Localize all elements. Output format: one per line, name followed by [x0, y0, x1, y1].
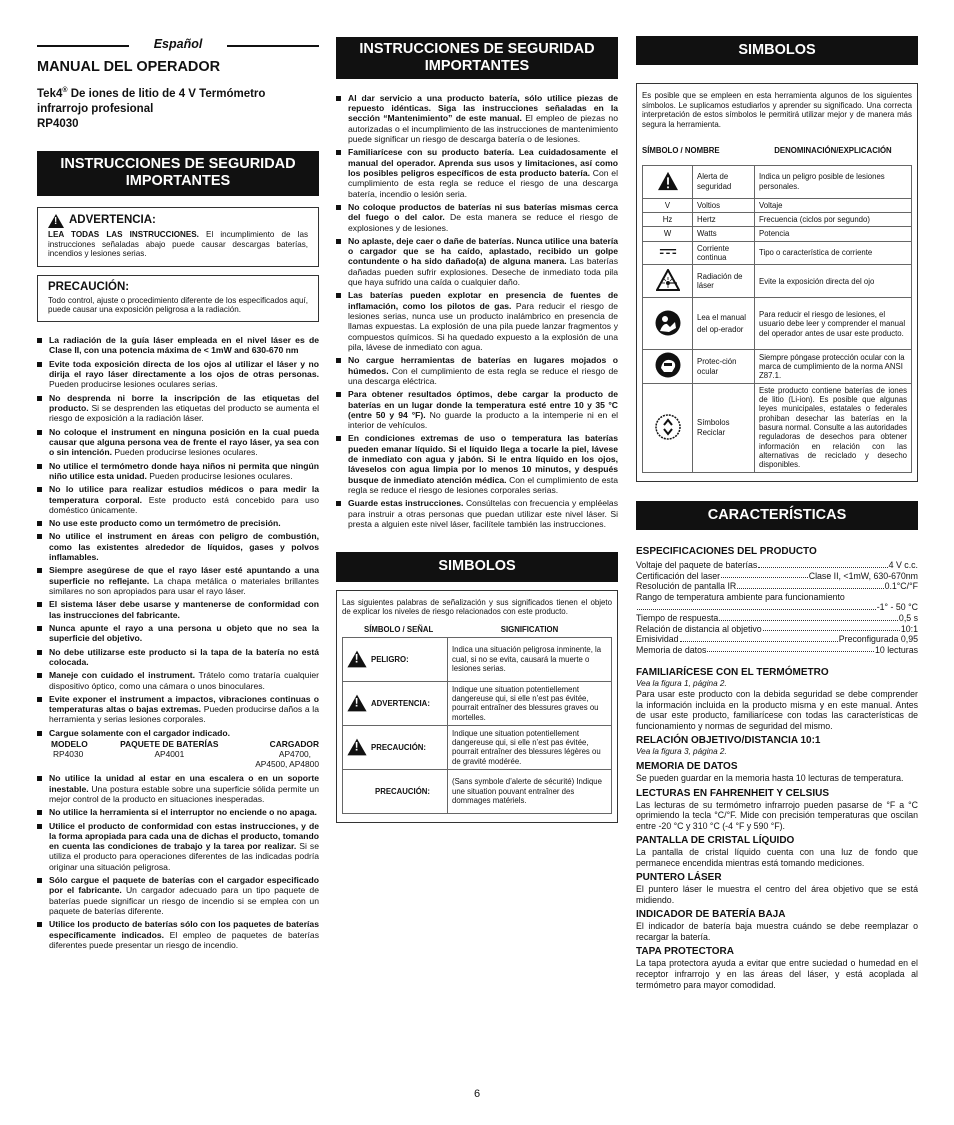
eye-protection-icon: [655, 371, 681, 380]
list-item-text: Con el cumplimiento de esta regla se reduce el riesgo de una descarga eléctrica.: [348, 365, 618, 386]
feature-sections: [636, 667, 918, 990]
list-item: [37, 919, 319, 950]
feature-text: Las lecturas de su termómetro infrarrojo pueden pasarse de °F a °C oprimiendo la tecla °C/°F. Mide con precisión temperaturas que oscilan entre -20 °C y 310 °C (-4 °F y 590 °F).: [636, 799, 918, 831]
symbol-letter: Hz: [662, 215, 673, 225]
spec-value: 10 lecturas: [874, 644, 918, 655]
signal-word-cell: [343, 681, 448, 725]
spec-value: Preconfigurada 0,95: [838, 634, 918, 645]
list-item-bold: No desprenda ni borre la inscripción de las etiquetas del producto.: [49, 392, 319, 413]
symbols-table: [642, 165, 912, 473]
feature-text: La pantalla de cristal líquido cuenta con una luz de fondo que permanece encendida mientras está tomando mediciones.: [636, 847, 918, 868]
list-item-bold: Evite exponer el instrument a impactos, vibraciones continuas o temperaturas altas o bajas extremas.: [49, 693, 319, 715]
list-item: [37, 670, 319, 691]
spec-value: 0.1°C/°F: [884, 581, 918, 592]
list-item: [37, 647, 319, 668]
symbol-cell: [643, 298, 693, 350]
list-item-text: Para reducir el riesgo de lesiones serias, nunca use un producto inalámbrico en presencia de llamas expuestas. La explosión de una pila puede lanzar fragmentos y compuestos químicos. Si ha quedado expuesto a la explosión de una pila, lávese de inmediato con agua.: [348, 300, 618, 352]
charger-cell-charger-2: AP4500, AP4800: [255, 759, 319, 770]
warning-triangle-icon: [657, 184, 679, 193]
charger-cell-battery: AP4001: [154, 749, 185, 760]
symbol-row: [643, 241, 912, 265]
symbol-row: [643, 383, 912, 472]
spec-row: [636, 602, 918, 613]
symbol-cell: [643, 383, 693, 472]
safety-list-middle: [336, 93, 618, 530]
signal-words-intro: Las siguientes palabras de señalización y sus significados tienen el objeto de explicar los niveles de riesgo relacionados con este producto.: [342, 597, 612, 617]
spec-title: ESPECIFICACIONES DEL PRODUCTO: [636, 546, 817, 558]
product-model: RP4030: [37, 118, 79, 131]
charger-cell-charger: AP4700,: [278, 749, 311, 760]
list-item-text: Consúltelas con frecuencia y empléelas para instruir a otras personas que puedan utilizar este nivel láser. Si presta a alguien este nivel láser, facilítele también las instrucciones.: [348, 498, 618, 529]
spec-label: Tiempo de respuesta: [636, 612, 719, 623]
symbol-row: [643, 165, 912, 198]
symbol-name: Protec-ción ocular: [693, 350, 755, 383]
symbol-cell: [643, 265, 693, 298]
list-item-bold: No utilice la herramienta si el interruptor no enciende o no apaga.: [49, 807, 317, 818]
feature-section: [636, 909, 918, 942]
list-item: [37, 623, 319, 644]
spec-label: Emisividad: [636, 634, 679, 645]
safety-heading-left: INSTRUCCIONES DE SEGURIDAD IMPORTANTES: [37, 151, 319, 196]
product-brand: Tek4: [37, 88, 63, 101]
charger-col-model: MODELO: [51, 739, 88, 750]
spec-value: 0,5 s: [898, 612, 918, 623]
list-item: [37, 565, 319, 596]
spec-row: [636, 645, 918, 656]
safety-list-left: [37, 335, 319, 738]
spec-value: -1° - 50 °C: [876, 602, 918, 613]
symbol-description: Este producto contiene baterías de iones de litio (Li-ion). Es posible que algunas leyes municipales, estatales o federales prohiban desechar las baterías en la basura normal. Consulte a las autoridades reguladoras de desechos para obtener información en relación con las alternativas de reciclado y desecho disponibles.: [755, 383, 912, 472]
list-item: [37, 694, 319, 725]
feature-text: Se pueden guardar en la memoria hasta 10 lecturas de temperatura.: [636, 773, 904, 784]
feature-section: [636, 788, 918, 832]
symbol-letter: W: [663, 229, 672, 239]
charger-table-header: [37, 739, 319, 749]
column-middle: [336, 0, 618, 823]
feature-title: TAPA PROTECTORA: [636, 946, 734, 958]
list-item-text: Un cargador adecuado para un tipo paquete de baterías puede significar un riesgo de incendio si se emplea con un paquete de baterías diferente.: [49, 885, 319, 917]
list-item-bold: La radiación de la guía láser empleada en el nivel láser es de Clase II, con una potencia máxima de < 1mW and 630-670 nm: [49, 335, 319, 356]
warning-triangle-icon: [347, 651, 366, 668]
list-item: [336, 93, 618, 145]
list-item: [37, 461, 319, 482]
list-item-bold: Utilice el producto de conformidad con estas instrucciones, y de la forma apropiada para cada una de dichas el producto, tomando en cuenta las condiciones de trabajo y la tarea por realizar.: [49, 820, 319, 852]
symbols-col-explanation: DENOMINACIÓN/EXPLICACIÓN: [774, 146, 892, 156]
spec-value: 10:1: [900, 623, 918, 634]
list-item-text: Pueden producirse daños a la herramienta y serias lesiones corporales.: [49, 704, 319, 725]
list-item-bold: No utilice el instrument en áreas con peligro de combustión, como las existentes alrededor de líquidos, gases y polvos inflamables.: [49, 531, 319, 563]
feature-title: PUNTERO LÁSER: [636, 872, 722, 884]
spec-label: Voltaje del paquete de baterías: [636, 560, 758, 571]
symbols-col-name: SÍMBOLO / NOMBRE: [642, 146, 720, 156]
charger-table: [37, 739, 319, 769]
signal-word: ADVERTENCIA:: [371, 698, 430, 708]
list-item-text: Pueden producirse lesiones oculares.: [112, 447, 258, 458]
charger-col-battery: PAQUETE DE BATERÍAS: [120, 739, 219, 750]
list-item-bold: Familiarícese con su producto batería. Lea cuidadosamente el manual del operador. Aprenda sus usos y limitaciones, así como los posibles peligros específicos de esta producto batería.: [348, 147, 618, 178]
spec-value: 4 V c.c.: [888, 560, 918, 571]
spec-row: [636, 624, 918, 635]
feature-text: El indicador de batería baja muestra cuándo se debe reemplazar o recargar la batería.: [636, 921, 918, 942]
list-item: [336, 498, 618, 529]
symbol-row: [643, 213, 912, 227]
list-item-text: Si se utiliza el producto para operaciones diferentes de las indicadas podría originar una situación peligrosa.: [49, 841, 319, 872]
registered-mark: ®: [62, 87, 68, 95]
list-item-bold: Siempre asegúrese de que el rayo láser esté apuntando a una superficie no reflejante.: [49, 565, 319, 586]
list-item: [37, 821, 319, 873]
symbol-description: Siempre póngase protección ocular con la marca de cumplimiento de la norma ANSI Z87.1.: [755, 350, 912, 383]
spec-label: Relación de distancia al objetivo: [636, 623, 762, 634]
signal-meaning: Indica una situación peligrosa inminente, la cual, si no se evita, causará la muerte o lesiones serias.: [448, 637, 612, 681]
language-label: Español: [37, 37, 319, 52]
laser-radiation-icon: [656, 284, 680, 293]
list-item-text: Con el cumplimiento de esta regla se reduce el riesgo de lesiones corporales serias.: [348, 474, 618, 496]
list-item-text: Si se desprenden las etiquetas del producto se aumenta el riesgo de exposición a la radiación láser.: [49, 403, 319, 424]
signal-meaning: Indique une situation potentiellement dangereuse qui, si elle n’est pas évitée, pourrait entraîner des blessures légères ou de gravité modérée.: [448, 725, 612, 769]
symbol-cell: [643, 350, 693, 383]
signal-words-table: [342, 637, 612, 814]
safety-list-left-2: [37, 773, 319, 950]
charger-cell-model: RP4030: [53, 749, 84, 760]
list-item-bold: No utilice el termómetro donde haya niños ni permita que ningún niño utilice esta unidad.: [49, 460, 319, 481]
column-right: [636, 0, 918, 990]
list-item-text: De esta manera se reduce el riesgo de explosiones y de lesiones.: [348, 212, 618, 233]
feature-section: [636, 735, 918, 757]
symbol-description: Frecuencia (ciclos por segundo): [755, 213, 912, 227]
list-item-bold: Sólo cargue el paquete de baterías con el cargador especificado por el fabricante.: [49, 875, 319, 896]
spec-list: [636, 560, 918, 655]
list-item-bold: No cargue herramientas de baterías en lugares mojados o húmedos.: [348, 355, 618, 376]
product-description: De iones de litio de 4 V Termómetro infrarrojo profesional: [37, 88, 266, 116]
symbol-description: Voltaje: [755, 198, 912, 212]
feature-section: [636, 946, 918, 990]
charger-col-charger: CARGADOR: [269, 739, 319, 750]
list-item: [37, 807, 319, 817]
spec-value: Clase II, <1mW, 630-670nm: [808, 570, 918, 581]
list-item-bold: No utilice la unidad al estar en una escalera o en un soporte inestable.: [49, 773, 319, 794]
list-item: [336, 202, 618, 233]
product-title: [37, 86, 319, 132]
list-item-text: Este producto está concebido para uso doméstico únicamente.: [49, 494, 319, 515]
signal-meaning: Indique une situation potentiellement dangereuse qui, si elle n’est pas évitée, pourrait entraîner des blessures graves ou mortelles.: [448, 681, 612, 725]
charger-table-row-2: [37, 759, 319, 769]
list-item-bold: No aplaste, deje caer o dañe de baterías. Nunca utilice una batería o cargador que se ha caído, aplastado, recibido un golpe contundente o ha sido dañado(a) de alguna manera.: [348, 235, 618, 267]
symbol-row: [643, 227, 912, 241]
symbol-row: [643, 298, 912, 350]
warning-triangle-icon: [347, 695, 366, 712]
symbol-cell: [643, 241, 693, 265]
list-item-bold: El sistema láser debe usarse y mantenerse de conformidad con las instrucciones del fabricante.: [49, 599, 319, 620]
list-item: [37, 393, 319, 424]
safety-heading-middle: INSTRUCCIONES DE SEGURIDAD IMPORTANTES: [336, 37, 618, 79]
symbol-name: Hertz: [693, 213, 755, 227]
manual-title: MANUAL DEL OPERADOR: [37, 59, 221, 75]
signal-word: PRECAUCIÓN:: [371, 742, 427, 752]
list-item-bold: No coloque productos de baterías ni sus baterías mismas cerca del fuego o del calor.: [348, 201, 618, 223]
signal-row: [343, 637, 612, 681]
list-item: [37, 335, 319, 356]
warning-title-row: [48, 214, 308, 228]
list-item-text: Pueden producirse lesiones oculares serias.: [49, 379, 218, 390]
symbol-cell: [643, 198, 693, 212]
list-item: [37, 427, 319, 458]
spec-label: Certificación del laser: [636, 570, 721, 581]
list-item-text: No guarde la producto a la intemperie ni en el interior de vehículos.: [348, 409, 619, 431]
list-item-bold: Utilice los producto de baterías sólo con los paquetes de baterías específicamente indicados.: [49, 919, 319, 940]
symbols-header: [642, 146, 912, 155]
feature-section: [636, 872, 918, 905]
column-left: [37, 0, 319, 953]
list-item-bold: No coloque el instrument en ninguna posición en la cual pueda causar que alguna persona vea de frente el rayo láser, ya sea con o sin intención.: [49, 426, 319, 458]
symbol-description: Potencia: [755, 227, 912, 241]
features-heading: CARACTERÍSTICAS: [636, 501, 918, 530]
list-item: [37, 484, 319, 515]
symbols-heading-right: SIMBOLOS: [636, 36, 918, 65]
symbol-name: Símbolos Reciclar: [693, 383, 755, 472]
caution-title: PRECAUCIÓN:: [48, 280, 130, 293]
feature-section: [636, 761, 918, 784]
list-item-text: Pueden producirse lesiones oculares.: [146, 470, 293, 481]
recycle-icon: [654, 434, 682, 443]
warning-text: [48, 230, 308, 259]
list-item: [336, 355, 618, 386]
list-item: [336, 236, 618, 288]
symbol-name: Corriente continua: [693, 241, 755, 265]
list-item-bold: Nunca apunte el rayo a una persona u objeto que no sea la superficie del objetivo.: [49, 622, 319, 644]
list-item-text: Trátelo como trataría cualquier dispositivo óptico, como una cámara o unos binoculares.: [49, 670, 319, 691]
list-item-bold: Maneje con cuidado el instrument.: [49, 670, 195, 681]
symbol-cell: [643, 165, 693, 198]
warning-title: ADVERTENCIA:: [69, 213, 156, 226]
list-item-text: El empleo de paquetes de baterías diferentes puede presentar un riesgo de incendio.: [49, 929, 319, 950]
signal-col-meaning: SIGNIFICATION: [500, 624, 559, 634]
list-item-bold: Las baterías pueden explotar en presencia de fuentes de inflamación, como los pilotos de gas.: [348, 290, 618, 311]
list-item: [37, 875, 319, 916]
feature-title: RELACIÓN OBJETIVO/DISTANCIA 10:1: [636, 735, 821, 747]
list-item: [37, 599, 319, 620]
list-item-text: Con el cumplimiento de esta regla se reduce el riesgo de una descarga batería, incendio o lesión seria.: [348, 167, 618, 199]
feature-text: Para usar este producto con la debida seguridad se debe comprender la información incluida en la producto misma y en este manual. Antes de usar este producto, familiarícese con todas las características de funcionamiento y normas de seguridad del mismo.: [636, 688, 918, 731]
symbol-description: Tipo o característica de corriente: [755, 241, 912, 265]
list-item-bold: Guarde estas instrucciones.: [348, 498, 464, 509]
symbol-letter: V: [664, 200, 671, 210]
feature-text: La tapa protectora ayuda a evitar que entre suciedad o humedad en el receptor infrarrojo y en las áreas del láser, y está acoplada al termómetro para mayor comodidad.: [636, 958, 918, 990]
page-number: 6: [473, 1088, 481, 1100]
warning-body: El incumplimiento de las instrucciones señaladas abajo puede causar descargas baterías, incendios y lesiones serias.: [48, 229, 308, 259]
signal-meaning: (Sans symbole d’alerte de sécurité) Indique une situation pouvant entraîner des dommages matériels.: [448, 769, 612, 813]
symbol-row: [643, 350, 912, 383]
list-item-text: El empleo de piezas no autorizadas o el incumplimiento de las instrucciones de mantenimiento puede significar un riesgo de descarga batería o de lesiones.: [348, 113, 618, 145]
spec-row: [636, 581, 918, 592]
symbol-description: Para reducir el riesgo de lesiones, el usuario debe leer y comprender el manual del operador antes de usar este producto.: [755, 298, 912, 350]
signal-word: PELIGRO:: [371, 654, 409, 664]
symbol-description: Evite la exposición directa del ojo: [755, 265, 912, 298]
symbols-intro: Es posible que se empleen en esta herramienta algunos de los siguientes símbolos. Le suplicamos estudiarlos y aprender su significado. Una correcta interpretación de estos símbolos le permitirá utilizar mejor y de manera más segura la herramienta.: [642, 91, 912, 129]
symbol-cell: [643, 227, 693, 241]
feature-title: FAMILIARÍCESE CON EL TERMÓMETRO: [636, 667, 829, 679]
symbol-name: Voltios: [693, 198, 755, 212]
list-item: [37, 359, 319, 390]
feature-text: El puntero láser le muestra el centro del área objetivo que se está midiendo.: [636, 884, 918, 905]
warning-box: [37, 207, 319, 267]
signal-row: [343, 725, 612, 769]
list-item: [37, 773, 319, 804]
read-manual-icon: [655, 329, 681, 338]
signal-word-cell: [343, 637, 448, 681]
list-item-text: La chapa metálica o materiales brillantes similares no son apropiados para usar el rayo láser.: [49, 575, 319, 596]
list-item: [37, 518, 319, 528]
signal-col-symbol: SÍMBOLO / SEÑAL: [364, 624, 434, 634]
symbol-cell: [643, 213, 693, 227]
caution-text: Todo control, ajuste o procedimiento diferente de los especificados aquí, puede causar una exposición peligrosa a la radiación.: [48, 295, 308, 315]
symbols-heading-middle: SIMBOLOS: [336, 552, 618, 581]
list-item: [336, 433, 618, 495]
symbol-row: [643, 198, 912, 212]
symbol-name: Lea el manual del op-erador: [693, 298, 755, 350]
spec-row: [636, 592, 918, 603]
spec-row: [636, 571, 918, 582]
list-item-bold: Al dar servicio a una producto batería, sólo utilice piezas de repuesto idénticas. Siga las instrucciones señaladas en la sección “Mantenimiento” de este manual.: [348, 92, 618, 124]
list-item: [336, 147, 618, 199]
spec-row: [636, 560, 918, 571]
signal-words-header: [342, 625, 612, 634]
signal-words-box: [336, 590, 618, 823]
feature-title: INDICADOR DE BATERÍA BAJA: [636, 909, 786, 921]
list-item-bold: No lo utilice para realizar estudios médicos o para medir la temperatura corporal.: [49, 484, 319, 505]
symbol-name: Alerta de seguridad: [693, 165, 755, 198]
signal-row: [343, 681, 612, 725]
spec-row: [636, 634, 918, 645]
list-item-bold: Cargue solamente con el cargador indicado.: [49, 727, 230, 738]
charger-table-row: [37, 749, 319, 759]
signal-word-cell: [343, 769, 448, 813]
symbol-row: [643, 265, 912, 298]
caution-box: [37, 275, 319, 322]
signal-row: [343, 769, 612, 813]
list-item-text: Una postura estable sobre una superficie sólida permite un mejor control de la producto en situaciones inesperadas.: [49, 783, 319, 804]
spec-label: Resolución de pantalla IR: [636, 581, 737, 592]
signal-word: PRECAUCIÓN:: [375, 786, 431, 796]
symbol-description: Indica un peligro posible de lesiones personales.: [755, 165, 912, 198]
symbol-name: Radiación de láser: [693, 265, 755, 298]
list-item: [336, 389, 618, 430]
feature-section: [636, 667, 918, 731]
feature-title: LECTURAS EN FAHRENHEIT Y CELSIUS: [636, 787, 829, 799]
symbol-name: Watts: [693, 227, 755, 241]
warning-triangle-icon: [347, 739, 366, 756]
list-item-text: Las baterías dañadas pueden sufrir explosiones. Deseche de inmediato toda pila que haya sufrido una caída o cualquier daño.: [348, 256, 618, 288]
list-item-bold: No use este producto como un termómetro de precisión.: [49, 518, 281, 529]
list-item-bold: Evite toda exposición directa de los ojos al utilizar el láser y no dirija el rayo láser directamente a los ojos de otras personas.: [49, 358, 319, 380]
feature-section: [636, 835, 918, 868]
list-item-bold: Para obtener resultados óptimos, debe cargar la producto de baterías en un lugar donde la temperatura esté entre 10 y 35 °C (entre 50 y 94 °F).: [348, 389, 618, 420]
list-item-bold: En condiciones extremas de uso o temperatura las baterías pueden emanar líquido. Si el líquido llega a tocarle la piel, lávese de inmediato con agua y jabón. Si le entra líquido en los ojos, láveselos con agua limpia por lo menos 10 minutos, y después busque de inmediato atención médica.: [348, 433, 618, 485]
signal-word-cell: [343, 725, 448, 769]
spec-row: [636, 613, 918, 624]
list-item: [336, 290, 618, 352]
feature-title: PANTALLA DE CRISTAL LÍQUIDO: [636, 835, 795, 847]
feature-figure-ref: Vea la figura 3, página 2.: [636, 747, 727, 757]
warning-bold: LEA TODAS LAS INSTRUCCIONES.: [48, 229, 199, 239]
list-item: [37, 531, 319, 562]
symbols-box: [636, 83, 918, 481]
list-item-bold: No debe utilizarse este producto si la tapa de la batería no está colocada.: [49, 646, 319, 667]
warning-triangle-icon: [48, 214, 64, 228]
spec-label: Rango de temperatura ambiente para funcionamiento: [636, 591, 845, 602]
feature-figure-ref: Vea la figura 1, página 2.: [636, 679, 727, 689]
feature-title: MEMORIA DE DATOS: [636, 761, 738, 773]
list-item: [37, 728, 319, 738]
spec-label: Memoria de datos: [636, 644, 707, 655]
direct-current-icon: [659, 249, 677, 258]
